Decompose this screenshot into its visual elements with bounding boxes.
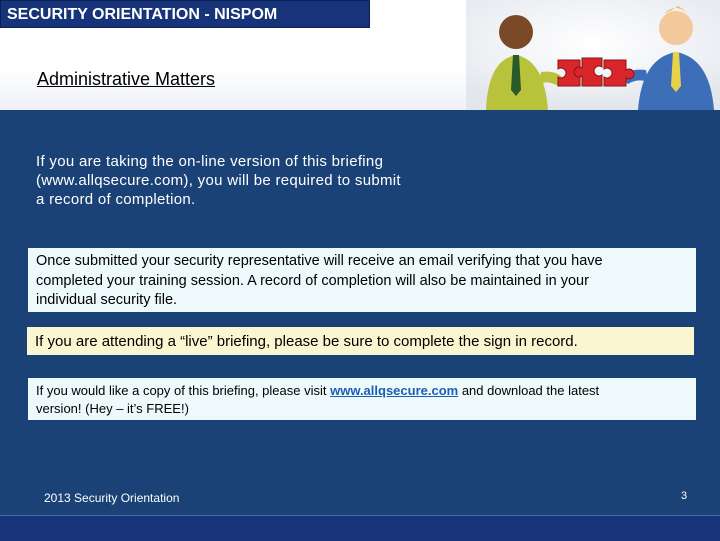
page-number: 3 — [681, 490, 688, 502]
intro-line: a record of completion. — [36, 191, 196, 208]
puzzle-people-illustration — [466, 0, 720, 110]
intro-line: If you are taking the on-line version of this briefing — [36, 153, 384, 170]
section-heading: Administrative Matters — [37, 69, 216, 89]
intro-line: (www.allqsecure.com), you will be required to submit — [36, 172, 401, 189]
notice-line: completed your training session. A record of completion will also be maintained in your — [36, 272, 589, 289]
footer-caption: 2013 Security Orientation — [44, 491, 180, 505]
bottom-bar — [0, 515, 720, 541]
download-text-after: and download the latest — [458, 383, 600, 398]
notice-line: Once submitted your security representative will receive an email verifying that you have — [36, 253, 603, 269]
download-line — [36, 382, 688, 400]
download-line-2: version! (Hey – it’s FREE!) — [36, 400, 189, 416]
live-briefing-box — [27, 327, 694, 355]
notice-line: individual security file. — [36, 292, 178, 308]
slide-title: SECURITY ORIENTATION - NISPOM — [0, 0, 370, 28]
intro-paragraph — [36, 152, 436, 209]
allqsecure-link[interactable]: www.allqsecure.com — [330, 383, 459, 398]
download-copy-box — [28, 378, 696, 420]
live-briefing-text: If you are attending a “live” briefing, please be sure to complete the sign in record. — [35, 333, 578, 350]
completion-notice-box — [28, 248, 696, 312]
download-text-before: If you would like a copy of this briefing, please visit — [36, 383, 331, 398]
